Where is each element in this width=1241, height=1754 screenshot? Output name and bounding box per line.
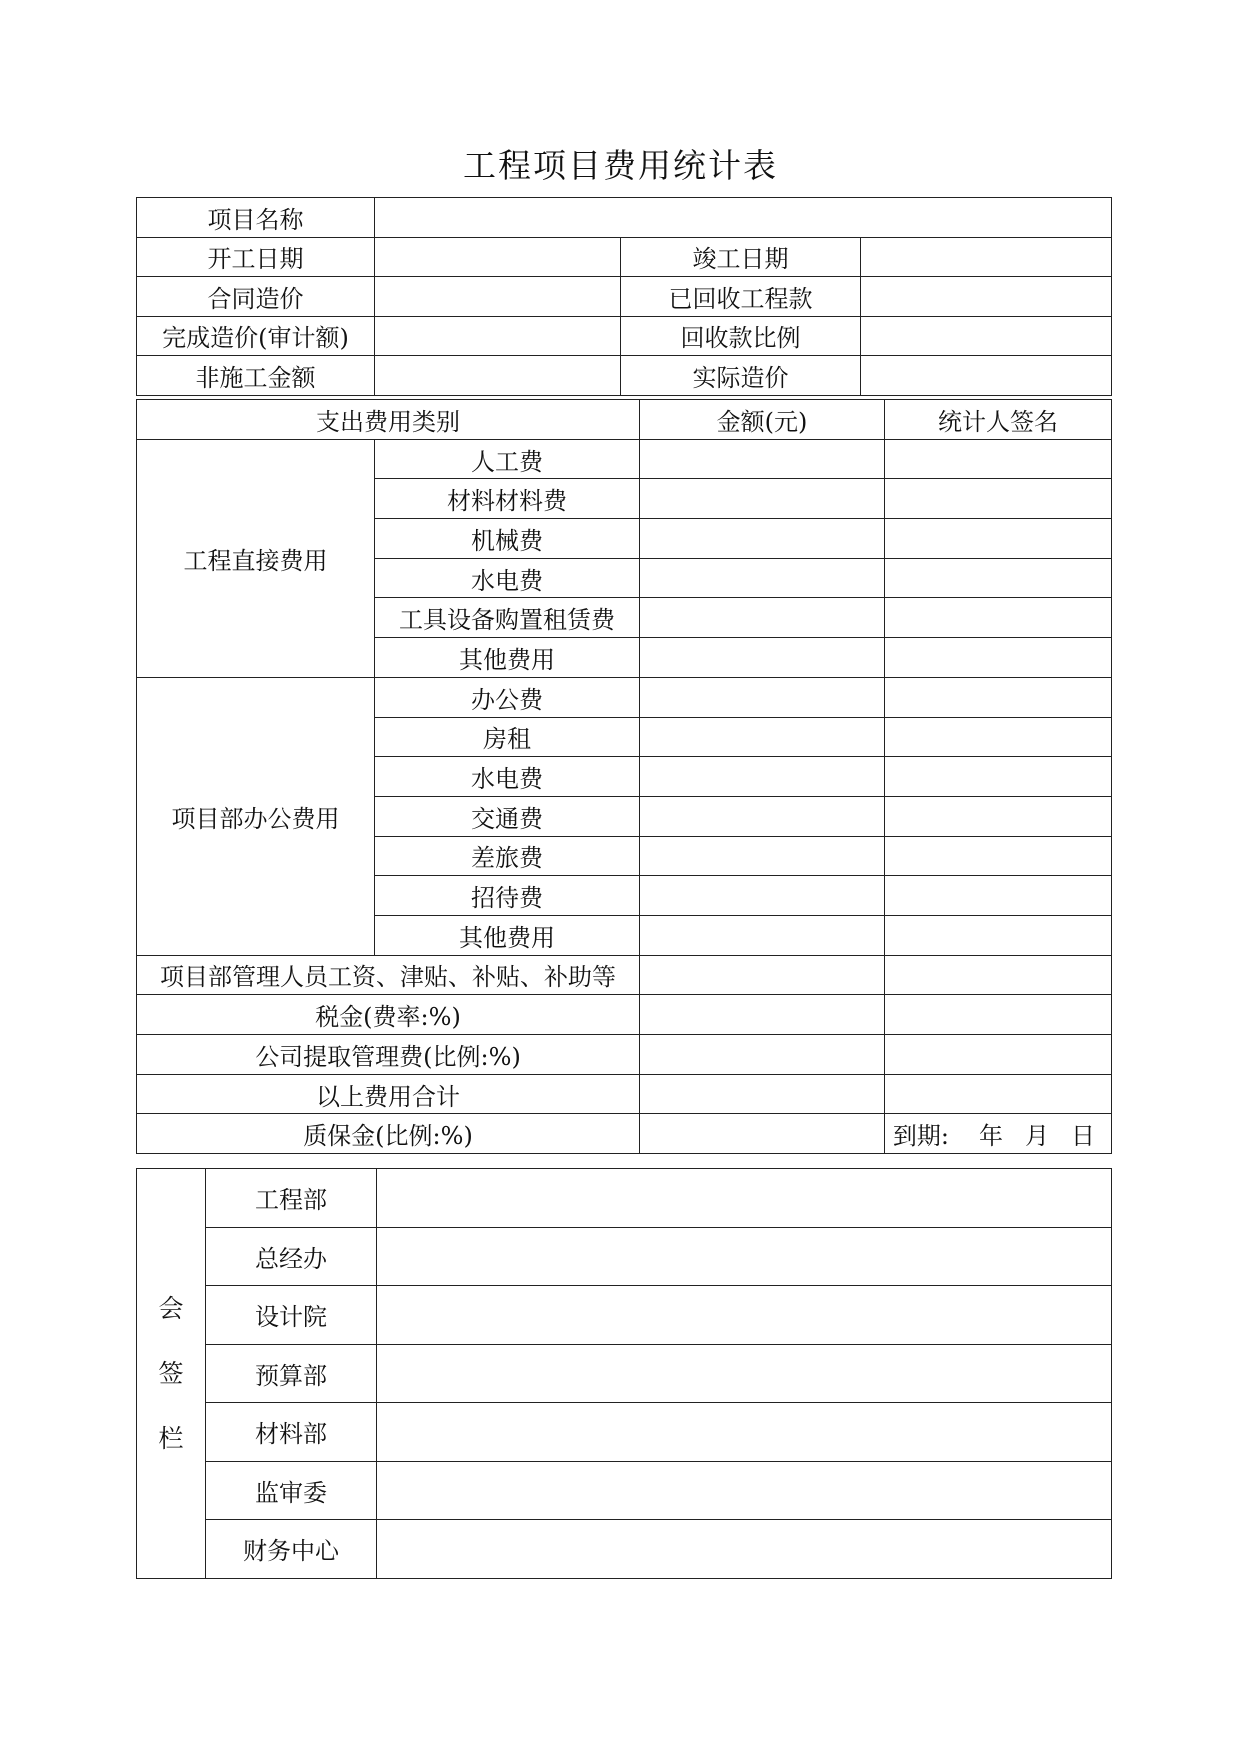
department-label: 设计院: [206, 1286, 377, 1345]
end-date-value[interactable]: [861, 237, 1112, 277]
signoff-table: [136, 1168, 1112, 1579]
signer-cell[interactable]: [885, 439, 1112, 479]
expense-item-label: 办公费: [375, 677, 640, 717]
expense-item-label: 房租: [375, 717, 640, 757]
amount-cell[interactable]: [640, 519, 885, 559]
due-date-cell[interactable]: [885, 1114, 1112, 1154]
project-name-label: 项目名称: [137, 198, 375, 238]
due-day: 日: [1071, 1122, 1095, 1151]
signer-cell[interactable]: [885, 757, 1112, 797]
contract-price-label: 合同造价: [137, 277, 375, 317]
due-year: 年: [979, 1122, 1003, 1151]
project-name-value[interactable]: [375, 198, 1112, 238]
recovery-ratio-value[interactable]: [861, 316, 1112, 356]
signoff-char: 栏: [158, 1423, 184, 1453]
signature-cell[interactable]: [377, 1286, 1112, 1345]
signer-cell[interactable]: [885, 638, 1112, 678]
signer-cell[interactable]: [885, 995, 1112, 1035]
signer-cell[interactable]: [885, 915, 1112, 955]
management-fee-label: 公司提取管理费(比例:%): [137, 1035, 640, 1075]
signature-cell[interactable]: [377, 1461, 1112, 1520]
signer-cell[interactable]: [885, 1035, 1112, 1075]
due-label: 到期:: [892, 1122, 949, 1151]
end-date-label: 竣工日期: [621, 237, 861, 277]
expense-item-label: 差旅费: [375, 836, 640, 876]
signature-cell[interactable]: [377, 1344, 1112, 1403]
signoff-char: 会: [158, 1293, 184, 1323]
amount-cell[interactable]: [640, 1114, 885, 1154]
page-title: 工程项目费用统计表: [463, 146, 778, 185]
amount-cell[interactable]: [640, 757, 885, 797]
amount-cell[interactable]: [640, 439, 885, 479]
total-label: 以上费用合计: [137, 1074, 640, 1114]
amount-cell[interactable]: [640, 1035, 885, 1075]
expense-item-label: 水电费: [375, 757, 640, 797]
non-construction-value[interactable]: [375, 356, 621, 396]
project-info-table: [136, 197, 1112, 396]
signature-cell[interactable]: [377, 1169, 1112, 1228]
actual-price-label: 实际造价: [621, 356, 861, 396]
signoff-char: 签: [158, 1358, 184, 1388]
signer-cell[interactable]: [885, 558, 1112, 598]
department-label: 总经办: [206, 1227, 377, 1286]
due-month: 月: [1025, 1122, 1049, 1151]
amount-cell[interactable]: [640, 836, 885, 876]
signer-cell[interactable]: [885, 796, 1112, 836]
signature-cell[interactable]: [377, 1403, 1112, 1462]
amount-cell[interactable]: [640, 1074, 885, 1114]
amount-cell[interactable]: [640, 558, 885, 598]
office-cost-group-label: 项目部办公费用: [137, 677, 375, 955]
non-construction-label: 非施工金额: [137, 356, 375, 396]
amount-cell[interactable]: [640, 717, 885, 757]
expense-item-label: 机械费: [375, 519, 640, 559]
expense-item-label: 其他费用: [375, 638, 640, 678]
contract-price-value[interactable]: [375, 277, 621, 317]
signer-cell[interactable]: [885, 598, 1112, 638]
signature-cell[interactable]: [377, 1520, 1112, 1579]
tax-label: 税金(费率:%): [137, 995, 640, 1035]
signer-cell[interactable]: [885, 836, 1112, 876]
expense-item-label: 工具设备购置租赁费: [375, 598, 640, 638]
amount-cell[interactable]: [640, 796, 885, 836]
signer-cell[interactable]: [885, 479, 1112, 519]
start-date-label: 开工日期: [137, 237, 375, 277]
expense-category-header: 支出费用类别: [137, 400, 640, 440]
amount-cell[interactable]: [640, 876, 885, 916]
amount-cell[interactable]: [640, 638, 885, 678]
amount-cell[interactable]: [640, 955, 885, 995]
deposit-label: 质保金(比例:%): [137, 1114, 640, 1154]
signoff-side-label: [137, 1169, 206, 1579]
signer-cell[interactable]: [885, 955, 1112, 995]
recovery-ratio-label: 回收款比例: [621, 316, 861, 356]
department-label: 材料部: [206, 1403, 377, 1462]
department-label: 预算部: [206, 1344, 377, 1403]
expense-item-label: 人工费: [375, 439, 640, 479]
signer-cell[interactable]: [885, 717, 1112, 757]
signer-header: 统计人签名: [885, 400, 1112, 440]
expense-item-label: 招待费: [375, 876, 640, 916]
amount-cell[interactable]: [640, 598, 885, 638]
amount-cell[interactable]: [640, 479, 885, 519]
expense-item-label: 水电费: [375, 558, 640, 598]
start-date-value[interactable]: [375, 237, 621, 277]
expense-table: [136, 399, 1112, 1154]
expense-item-label: 交通费: [375, 796, 640, 836]
direct-cost-group-label: 工程直接费用: [137, 439, 375, 677]
expense-item-label: 其他费用: [375, 915, 640, 955]
department-label: 财务中心: [206, 1520, 377, 1579]
actual-price-value[interactable]: [861, 356, 1112, 396]
staff-salary-label: 项目部管理人员工资、津贴、补贴、补助等: [137, 955, 640, 995]
signature-cell[interactable]: [377, 1227, 1112, 1286]
completed-price-label: 完成造价(审计额): [137, 316, 375, 356]
signer-cell[interactable]: [885, 677, 1112, 717]
amount-cell[interactable]: [640, 677, 885, 717]
amount-cell[interactable]: [640, 995, 885, 1035]
amount-cell[interactable]: [640, 915, 885, 955]
signer-cell[interactable]: [885, 519, 1112, 559]
department-label: 监审委: [206, 1461, 377, 1520]
completed-price-value[interactable]: [375, 316, 621, 356]
recovered-label: 已回收工程款: [621, 277, 861, 317]
expense-item-label: 材料材料费: [375, 479, 640, 519]
department-label: 工程部: [206, 1169, 377, 1228]
amount-header: 金额(元): [640, 400, 885, 440]
recovered-value[interactable]: [861, 277, 1112, 317]
signer-cell[interactable]: [885, 1074, 1112, 1114]
signer-cell[interactable]: [885, 876, 1112, 916]
